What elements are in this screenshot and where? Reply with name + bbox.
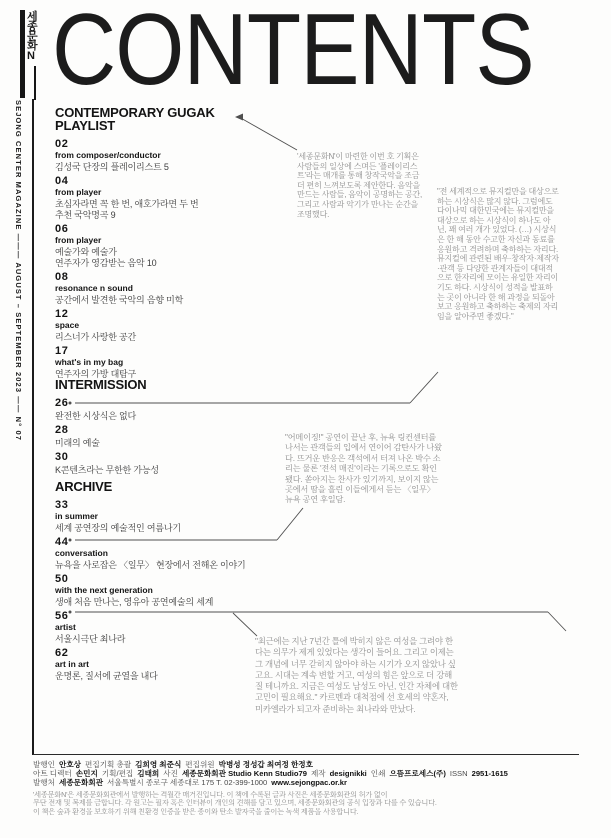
item-title: 예술가와 예술가 — [55, 247, 117, 257]
item-title: 연주자의 가방 대탐구 — [55, 369, 137, 379]
item-title: 세계 공연장의 예술적인 여름나기 — [55, 523, 181, 533]
toc-item-28[interactable] — [55, 425, 270, 448]
toc-item-02[interactable] — [55, 139, 270, 172]
colophon-name: 김희영 최준식 — [135, 760, 182, 769]
colophon-name: 손민지 — [75, 769, 98, 779]
item-subtitle: art in art — [55, 659, 90, 669]
colophon — [33, 760, 608, 788]
colophon-label: 사진 — [163, 769, 178, 779]
colophon-label: 제작 — [310, 769, 326, 779]
item-page-number: 06 — [55, 223, 69, 235]
item-subtitle: in summer — [55, 511, 98, 521]
colophon-label: ISSN — [449, 769, 468, 779]
colophon-name: designikki — [329, 769, 367, 779]
toc-section — [55, 480, 270, 685]
toc-section — [55, 378, 270, 479]
toc-item-50[interactable] — [55, 574, 270, 607]
item-title: 김성국 단장의 플레이리스트 5 — [55, 162, 169, 172]
item-title: 미래의 예술 — [55, 438, 100, 448]
colophon-name: 2951-1615 — [471, 769, 508, 779]
colophon-label: 발행인 — [33, 760, 56, 769]
toc-item-08[interactable] — [55, 272, 270, 305]
toc-item-04[interactable] — [55, 176, 270, 220]
colophon-label: 편집위원 — [185, 760, 215, 769]
notice-line: '세종문화N'은 세종문화회관에서 발행하는 격월간 매거진입니다. 이 책에 수록된 글과 사진은 세종문화회관의 허가 없이 — [33, 791, 388, 799]
colophon-name: 으뜸프로세스(주) — [389, 769, 446, 779]
item-page-number: 50 — [55, 573, 69, 585]
item-page-number: 12 — [55, 308, 69, 320]
colophon-line-3 — [33, 778, 608, 787]
item-title: 공간에서 발견한 국악의 음향 미학 — [55, 295, 184, 305]
colophon-name: www.sejongpac.or.kr — [271, 778, 347, 788]
notice-line: 이 책은 숲과 환경을 보호하기 위해 친환경 인증을 받은 종이와 탄소 발자국을 줄이는 녹색 제품을 사용합니다. — [33, 807, 359, 816]
colophon-rule — [33, 754, 579, 755]
item-subtitle: from player — [55, 187, 102, 197]
leader-line — [548, 612, 566, 631]
item-page-number: 04 — [55, 175, 69, 187]
item-subtitle: resonance n sound — [55, 283, 133, 293]
item-subtitle: from composer/conductor — [55, 150, 161, 160]
toc-item-56[interactable] — [55, 611, 270, 644]
item-page-number: 33 — [55, 499, 69, 511]
item-title: K콘텐츠라는 무한한 가능성 — [55, 465, 159, 475]
item-page-number: 30 — [55, 451, 69, 463]
item-subtitle: artist — [55, 622, 76, 632]
item-title: 뉴욕을 사로잡은 〈일무〉 현장에서 전해온 이야기 — [55, 560, 246, 570]
colophon-label: 서울특별시 종로구 세종대로 175 T. 02-399-1000 — [107, 778, 268, 788]
section-header: ARCHIVE — [55, 479, 113, 494]
item-title: 리스너가 사랑한 공간 — [55, 332, 137, 342]
item-title: 생애 처음 만나는, 영유아 공연예술의 세계 — [55, 597, 214, 607]
magazine-logo: 세종문화N — [27, 11, 38, 62]
colophon-label: 아트 디렉터 — [33, 769, 72, 779]
item-subtitle: what's in my bag — [55, 357, 124, 367]
item-page-number: 28 — [55, 424, 69, 436]
toc-item-12[interactable] — [55, 309, 270, 342]
logo-bar — [20, 10, 25, 98]
notice-line: 무단 전재 및 복제를 금합니다. 각 원고는 필자 혹은 인터뷰이 개인의 견해를 담고 있으며, 세종문화회관의 공식 입장과 다를 수 있습니다. — [33, 799, 437, 808]
pull-quote-artist: "최근에는 지난 7년간 틀에 박히지 않은 여성을 그려야 한다는 의무가 제게 있었다는 생각이 들어요. 그리고 이제는 그 개념에 너무 갇히지 않아야 하는 시기가 오지 않았나 싶고요. 시대는 계속 변할 거고, 여성의 힘은 앞으로 더 강해질 테니까요. 지금은 여성도 남성도 아닌, 인간 자체에 대한 고민이 필요해요." 카르멘과 대척점에 선 호세의 약혼자, 미카엘라가 되고자 준비하는 최나라와 만났다. — [255, 636, 458, 714]
section-header: CONTEMPORARY GUGAK PLAYLIST — [55, 105, 215, 133]
colophon-line-1 — [33, 760, 608, 769]
colophon-name: 안호상 — [59, 760, 82, 769]
item-title: 초심자라면 꼭 한 번, 애호가라면 두 번 — [55, 199, 199, 209]
item-page-number: 44 — [55, 536, 69, 548]
colophon-name: 세종문화회관 — [59, 778, 104, 788]
item-page-number: 62 — [55, 647, 69, 659]
vertical-rule — [32, 99, 34, 755]
item-title: 완전한 시상식은 없다 — [55, 411, 137, 421]
toc-item-26[interactable] — [55, 398, 270, 421]
item-page-number: 17 — [55, 345, 69, 357]
toc-item-44[interactable] — [55, 537, 270, 570]
pull-quote-newyork: "어메이징!" 공연이 끝난 후, 뉴욕 링컨센터를 나서는 관객들의 입에서 연이어 감탄사가 나왔다. 뜨거운 반응은 객석에서 터져 나온 박수 소리는 물론 '전석 매진'이라는 기록으로도 확인됐다. 쏟아지는 찬사가 있기까지, 보이지 않는 곳에서 땀을 흘린 이들에게서 듣는 〈일무〉 뉴욕 공연 후일담. — [285, 433, 442, 505]
toc-item-33[interactable] — [55, 500, 270, 533]
item-subtitle: with the next generation — [55, 585, 153, 595]
item-title: 추천 국악명곡 9 — [55, 210, 116, 220]
colophon-name: 박병성 정성갑 최여정 한정호 — [218, 760, 313, 769]
item-title: 서울시극단 최나라 — [55, 634, 126, 644]
leader-line — [277, 508, 303, 540]
leader-line — [410, 372, 438, 403]
item-page-number: 08 — [55, 271, 69, 283]
item-page-number: 26 — [55, 397, 69, 409]
copyright-notice — [33, 791, 611, 816]
pull-quote-awards: "전 세계적으로 뮤지컬만을 대상으로 하는 시상식은 많지 않다. 그럼에도 다이나믹 대한민국에는 뮤지컬만을 대상으로 하는 시상식이 하나도 아닌, 꽤 여러 개가 있었다. (…) 시상식은 한 해 동안 수고한 자신과 동료를 응원하고 격려하며 축하하는 자리다. 뮤지컬에 관련된 배우·창작자·제작자·관객 등 다양한 관계자들이 대대적으로 한자리에 모이는 유일한 자리이기도 하다. 시상식이 성적을 발표하는 곳이 아니라 한 해 과정을 되돌아보고 응원하고 축하하는 축제의 자리임을 알아주면 좋겠다." — [437, 187, 559, 321]
item-page-number: 02 — [55, 138, 69, 150]
item-title: 연주자가 영감받는 음악 10 — [55, 258, 157, 268]
colophon-label: 인쇄 — [370, 769, 386, 779]
logo-stem-line — [34, 66, 36, 100]
section-header: INTERMISSION — [55, 377, 147, 392]
sidebar-vertical-text: SEJONG CENTER MAGAZINE ——— AUGUST – SEPTEMBER 2023 —— N° 07 — [14, 100, 23, 442]
pull-quote-playlist: '세종문화N'이 마련한 이번 호 기획은 사람들의 일상에 스며든 '플레이리스트'라는 매개를 통해 창작국악을 조금 더 편히 느껴보도록 제안한다. 음악을 만드는 사람들, 음악이 공명하는 공간, 그리고 사람과 악기가 만나는 순간을 조명했다. — [297, 152, 423, 219]
toc-item-17[interactable] — [55, 346, 270, 379]
colophon-name: 세종문화회관 Studio Kenn Studio79 — [181, 769, 307, 779]
toc-section — [55, 106, 270, 383]
colophon-label: 발행처 — [33, 778, 56, 788]
toc-item-30[interactable] — [55, 452, 270, 475]
item-title: 운명론, 질서에 균열을 내다 — [55, 671, 158, 681]
colophon-label: 편집기획 총괄 — [85, 760, 132, 769]
item-subtitle: space — [55, 320, 80, 330]
colophon-label: 기획/편집 — [101, 769, 134, 779]
item-page-number: 56 — [55, 610, 69, 622]
page-title: CONTENTS — [52, 0, 534, 106]
toc-item-06[interactable] — [55, 224, 270, 268]
item-subtitle: from player — [55, 235, 102, 245]
colophon-name: 김태희 — [137, 769, 160, 779]
item-subtitle: conversation — [55, 548, 108, 558]
toc-item-62[interactable] — [55, 648, 270, 681]
